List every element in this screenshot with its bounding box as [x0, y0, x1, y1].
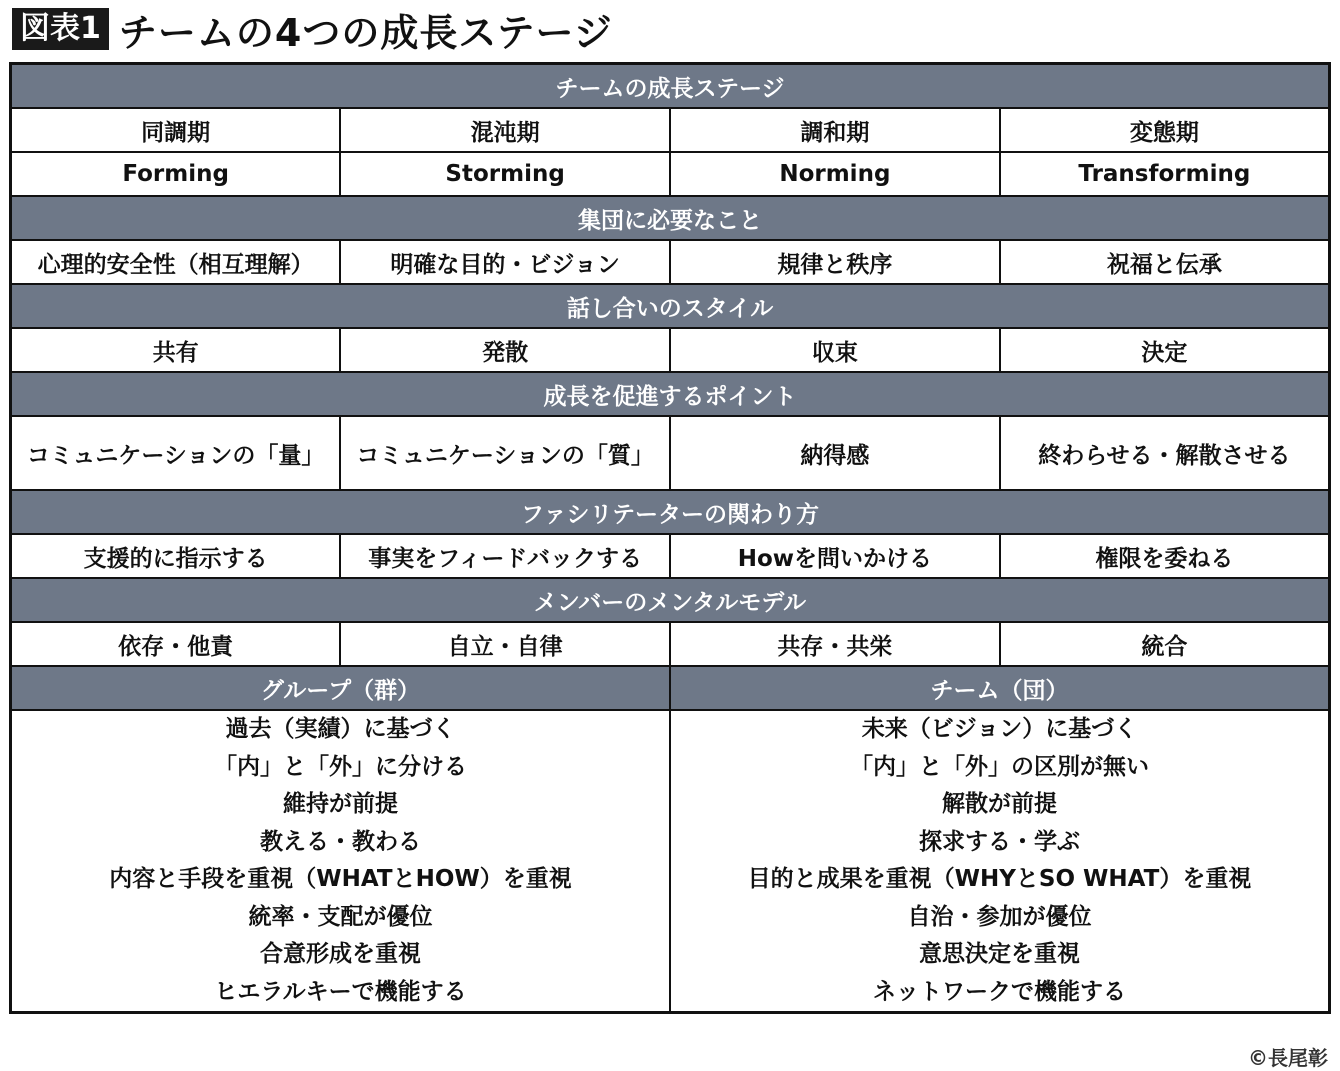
figure-badge: 図表1	[12, 8, 109, 50]
figure-title-row	[12, 6, 613, 55]
group-header: グループ（群）	[11, 666, 671, 710]
list-item: 過去（実績）に基づく	[225, 716, 456, 742]
facilitator-cell: Howを問いかける	[670, 534, 1000, 578]
mental-cell: 依存・他責	[11, 622, 341, 666]
stage-jp-cell: 混沌期	[340, 108, 670, 152]
point-cell: コミュニケーションの「質」	[340, 416, 670, 490]
facilitator-cell: 権限を委ねる	[1000, 534, 1330, 578]
needs-cell: 心理的安全性（相互理解）	[11, 240, 341, 284]
list-item: 統率・支配が優位	[248, 903, 433, 930]
list-item: 「内」と「外」の区別が無い	[850, 753, 1149, 780]
stages-table	[9, 62, 1331, 1014]
stage-jp-cell: 調和期	[670, 108, 1000, 152]
mental-cell: 統合	[1000, 622, 1330, 666]
stage-jp-cell: 変態期	[1000, 108, 1330, 152]
stage-en-cell: Norming	[670, 152, 1000, 196]
needs-cell: 規律と秩序	[670, 240, 1000, 284]
list-item: 合意形成を重視	[260, 941, 421, 967]
facilitator-cell: 事実をフィードバックする	[340, 534, 670, 578]
mental-header: メンバーのメンタルモデル	[11, 578, 1330, 622]
list-item: 教える・教わる	[260, 828, 421, 855]
list-item: 「内」と「外」に分ける	[214, 753, 467, 780]
list-item: 内容と手段を重視（WHATとHOW）を重視	[109, 866, 572, 892]
mental-cell: 共存・共栄	[670, 622, 1000, 666]
copyright: ©長尾彰	[1248, 1046, 1328, 1070]
needs-header: 集団に必要なこと	[11, 196, 1330, 240]
list-item: 目的と成果を重視（WHYとSO WHAT）を重視	[747, 866, 1252, 892]
style-cell: 収束	[670, 328, 1000, 372]
stage-en-cell: Forming	[11, 152, 341, 196]
point-cell: 終わらせる・解散させる	[1000, 416, 1330, 490]
point-cell: コミュニケーションの「量」	[11, 416, 341, 490]
style-cell: 共有	[11, 328, 341, 372]
stage-jp-cell: 同調期	[11, 108, 341, 152]
style-cell: 発散	[340, 328, 670, 372]
figure-title: チームの4つの成長ステージ	[118, 10, 613, 55]
list-item: ネットワークで機能する	[873, 978, 1126, 1005]
list-item: ヒエラルキーで機能する	[214, 978, 467, 1005]
list-item: 維持が前提	[283, 791, 398, 817]
list-item: 探求する・学ぶ	[919, 828, 1080, 855]
mental-cell: 自立・自律	[340, 622, 670, 666]
stage-en-cell: Storming	[340, 152, 670, 196]
style-cell: 決定	[1000, 328, 1330, 372]
stage-en-cell: Transforming	[1000, 152, 1330, 196]
style-header: 話し合いのスタイル	[11, 284, 1330, 328]
group-list	[11, 710, 671, 1013]
list-item: 未来（ビジョン）に基づく	[861, 716, 1138, 742]
list-item: 自治・参加が優位	[907, 903, 1092, 930]
facilitator-cell: 支援的に指示する	[11, 534, 341, 578]
points-header: 成長を促進するポイント	[11, 372, 1330, 416]
needs-cell: 明確な目的・ビジョン	[340, 240, 670, 284]
needs-cell: 祝福と伝承	[1000, 240, 1330, 284]
list-item: 解散が前提	[942, 791, 1057, 817]
team-header: チーム（団）	[670, 666, 1330, 710]
list-item: 意思決定を重視	[919, 941, 1080, 967]
team-list	[670, 710, 1330, 1013]
point-cell: 納得感	[670, 416, 1000, 490]
stages-header: チームの成長ステージ	[11, 64, 1330, 109]
facilitator-header: ファシリテーターの関わり方	[11, 490, 1330, 534]
